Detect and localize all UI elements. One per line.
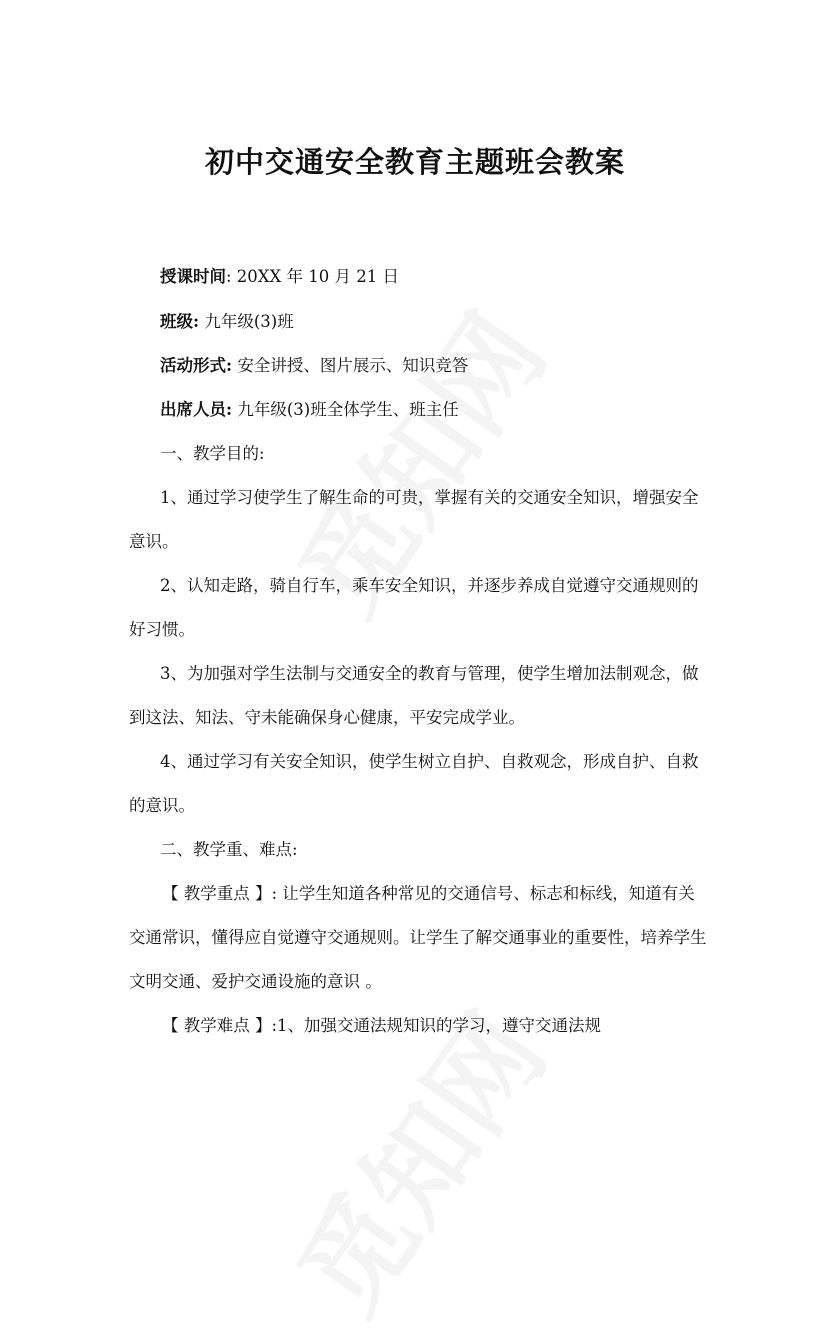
paragraph-line: 到这法、知法、守未能确保身心健康，平安完成学业。	[129, 708, 525, 727]
sep: :	[226, 400, 233, 419]
paragraph-line: 的意识。	[129, 796, 195, 815]
paragraph-line: 文明交通、爱护交通设施的意识 。	[129, 972, 382, 991]
paragraph-line: 【 教学重点 】: 让学生知道各种常见的交通信号、标志和标线，知道有关	[162, 884, 695, 903]
sep: :	[193, 312, 200, 331]
info-label: 出席人员	[160, 400, 226, 419]
info-label: 班级	[160, 312, 193, 331]
sep: :	[226, 267, 232, 286]
info-attendees	[160, 398, 459, 422]
info-label: 活动形式	[160, 356, 226, 375]
info-value: 九年级(3)班全体学生、班主任	[232, 400, 459, 419]
paragraph-line: 4、通过学习有关安全知识，使学生树立自护、自救观念，形成自护、自救	[160, 752, 699, 771]
info-label: 授课时间	[160, 267, 226, 286]
paragraph-line: 交通常识，懂得应自觉遵守交通规则。让学生了解交通事业的重要性，培养学生	[129, 928, 707, 947]
info-format	[160, 354, 468, 378]
paragraph-line: 好习惯。	[129, 620, 195, 639]
section-heading: 二、教学重、难点:	[160, 840, 298, 859]
info-date	[160, 265, 399, 289]
info-value: 安全讲授、图片展示、知识竞答	[232, 356, 469, 375]
section-heading: 一、教学目的:	[160, 444, 265, 463]
sep: :	[226, 356, 233, 375]
paragraph-line: 1、通过学习使学生了解生命的可贵，掌握有关的交通安全知识，增强安全	[160, 488, 699, 507]
paragraph-line: 【 教学难点 】:1、加强交通法规知识的学习，遵守交通法规	[162, 1016, 602, 1035]
info-value: 九年级(3)班	[199, 312, 294, 331]
page-title: 初中交通安全教育主题班会教案	[204, 145, 625, 179]
paragraph-line: 2、认知走路，骑自行车，乘车安全知识，并逐步养成自觉遵守交通规则的	[160, 576, 699, 595]
info-class	[160, 310, 294, 334]
paragraph-line: 意识。	[129, 532, 179, 551]
paragraph-line: 3、为加强对学生法制与交通安全的教育与管理，使学生增加法制观念，做	[160, 664, 699, 683]
info-value: 20XX 年 10 月 21 日	[231, 267, 400, 286]
